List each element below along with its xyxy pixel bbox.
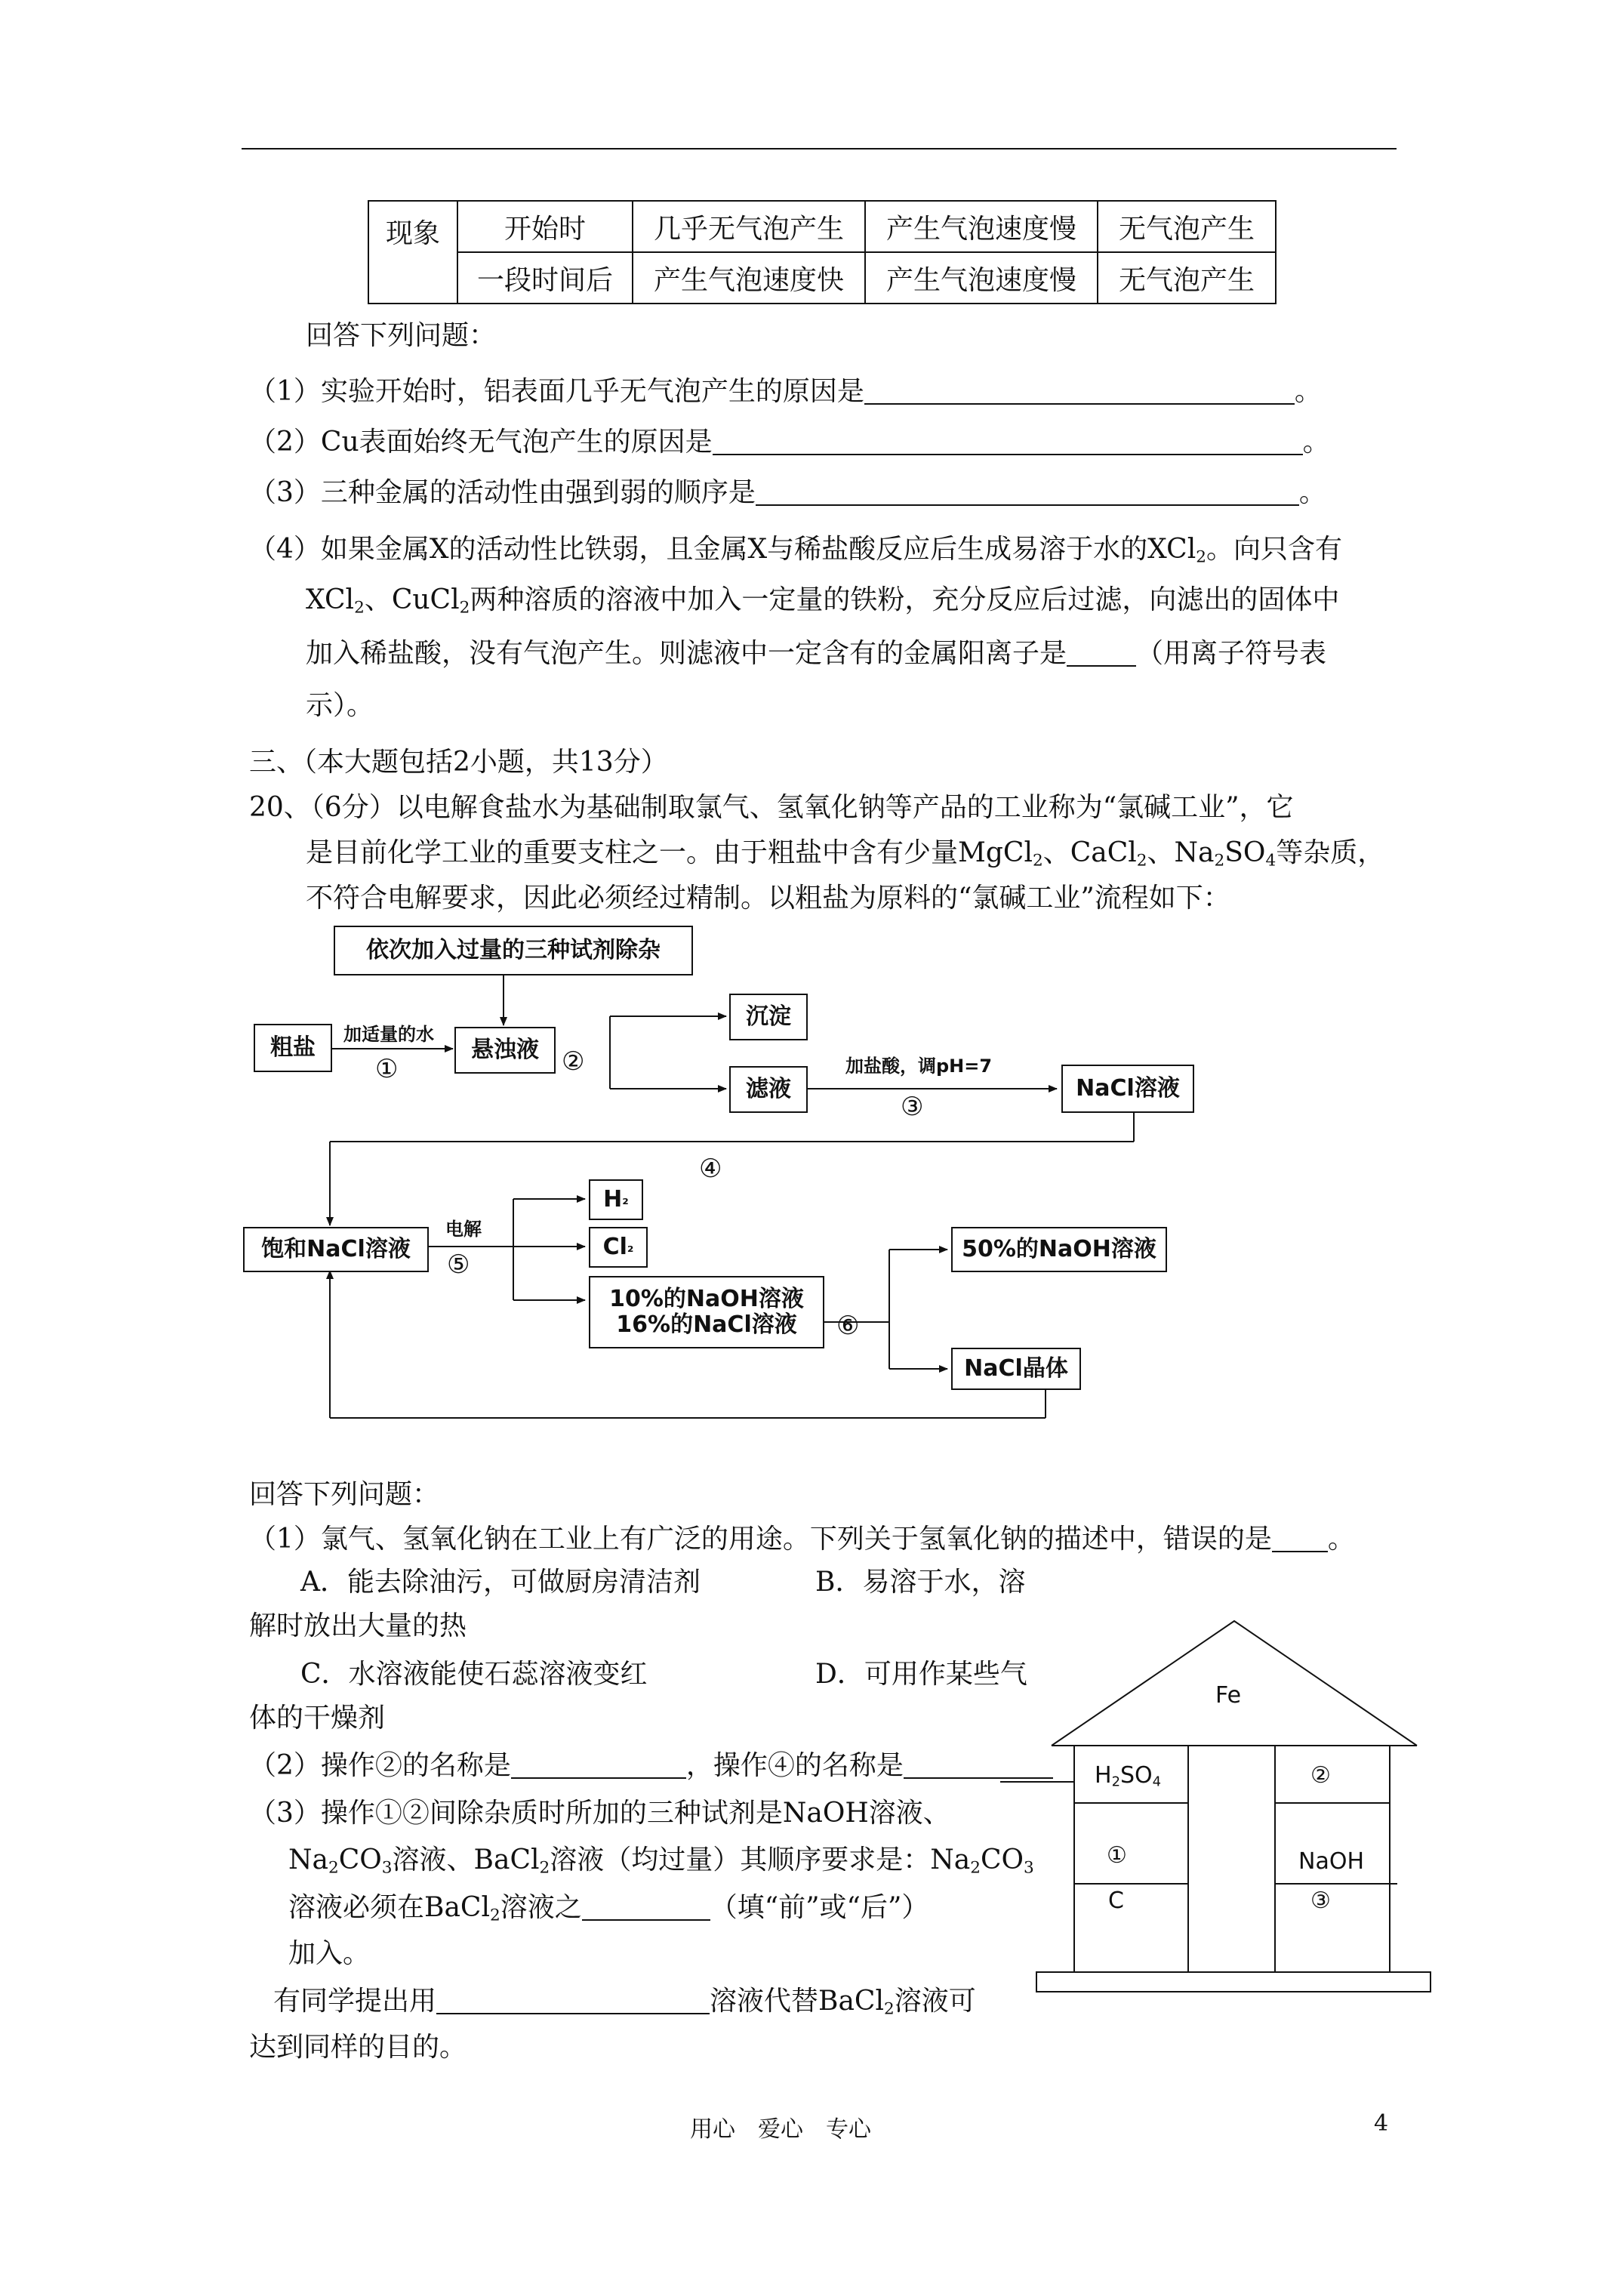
section-heading: 三、（本大题包括2小题，共13分）: [249, 747, 668, 778]
house-naoh: NaOH: [1298, 1848, 1364, 1875]
q20-stem-line3: 不符合电解要求，因此必须经过精制。以粗盐为原料的“氯碱工业”流程如下：: [306, 883, 1230, 914]
q19-4-line1: （4）如果金属X的活动性比铁弱，且金属X与稀盐酸反应后生成易溶于水的XCl$_2$。向只含有: [249, 534, 1342, 567]
table-cell: 一段时间后: [457, 252, 633, 304]
house-c: C: [1108, 1888, 1124, 1914]
flow-label-add-hcl: 加盐酸，调pH=7: [845, 1056, 993, 1077]
flow-label-add-water: 加适量的水: [343, 1024, 434, 1045]
house-slot-3: ③: [1310, 1888, 1331, 1914]
house-roof-fe: Fe: [1215, 1682, 1242, 1709]
option-b[interactable]: B．易溶于水，溶: [815, 1567, 1026, 1598]
table-cell: 产生气泡速度快: [633, 252, 865, 304]
q19-3: （3）三种金属的活动性由强到弱的顺序是 。: [249, 477, 1326, 508]
flow-box-filtrate: 滤液: [729, 1066, 808, 1113]
row-header: 现象: [368, 201, 457, 304]
flow-step-5: ⑤: [447, 1250, 470, 1280]
table-cell: 几乎无气泡产生: [633, 201, 865, 252]
table-cell: 产生气泡速度慢: [865, 201, 1098, 252]
flow-step-4: ④: [699, 1154, 722, 1184]
flow-box-cl2: Cl ₂: [589, 1227, 648, 1268]
flow-step-3: ③: [901, 1092, 924, 1122]
q19-intro: 回答下列问题：: [306, 320, 497, 351]
option-c[interactable]: C．水溶液能使石蕊溶液变红: [300, 1659, 648, 1690]
flow-box-saturated-nacl: 饱和NaCl溶液: [243, 1227, 429, 1272]
footer-motto: 用心 爱心 专心: [690, 2116, 871, 2143]
q20-stem-line1: 20、（6分）以电解食盐水为基础制取氯气、氢氧化钠等产品的工业称为“氯碱工业”，它: [249, 792, 1294, 823]
q20-stem-line2: 是目前化学工业的重要支柱之一。由于粗盐中含有少量MgCl$_2$、CaCl$_2$、$Na_2SO_4$等杂质，: [306, 837, 1385, 871]
q20-3-line1: （3）操作①②间除杂质时所加的三种试剂是NaOH溶液、: [249, 1798, 950, 1829]
q20-1: （1）氯气、氢氧化钠在工业上有广泛的用途。下列关于氢氧化钠的描述中，错误的是 。: [249, 1524, 1355, 1555]
house-slot-2: ②: [1310, 1762, 1331, 1789]
q20-intro: 回答下列问题：: [249, 1479, 440, 1510]
flow-box-h2: H ₂: [589, 1179, 643, 1220]
q19-4-line2: XCl$_2$、CuCl$_2$两种溶质的溶液中加入一定量的铁粉，充分反应后过滤，向滤出的固体中: [306, 584, 1340, 618]
flow-box-nacl-crystal: NaCl晶体: [951, 1348, 1081, 1390]
q19-1: （1）实验开始时，铝表面几乎无气泡产生的原因是 。: [249, 376, 1322, 407]
option-b-cont: 解时放出大量的热: [249, 1610, 467, 1641]
flow-step-1: ①: [375, 1054, 399, 1084]
table-cell: 无气泡产生: [1098, 252, 1276, 304]
q20-3-line4: 加入。: [288, 1938, 371, 1969]
flow-box-crude-salt: 粗盐: [254, 1024, 332, 1072]
table-cell: 无气泡产生: [1098, 201, 1276, 252]
option-d[interactable]: D．可用作某些气: [815, 1659, 1027, 1690]
flow-label-electrolysis: 电解: [445, 1219, 482, 1240]
q19-2: （2）Cu表面始终无气泡产生的原因是 。: [249, 427, 1330, 458]
page-number: 4: [1374, 2110, 1389, 2137]
q20-3-line6: 达到同样的目的。: [249, 2032, 467, 2063]
house-slot-1: ①: [1107, 1842, 1127, 1869]
flow-step-6: ⑥: [836, 1311, 860, 1341]
q20-3-line2: $Na_2CO_3$溶液、BaCl$_2$溶液（均过量）其顺序要求是：$Na_2CO_3$: [288, 1845, 1034, 1878]
option-d-cont: 体的干燥剂: [249, 1703, 386, 1734]
flow-box-reagents: 依次加入过量的三种试剂除杂: [334, 926, 693, 975]
flow-box-precipitate: 沉淀: [729, 994, 808, 1040]
flow-box-nacl-solution: NaCl溶液: [1061, 1065, 1194, 1113]
flow-box-mixed-solution: 10%的NaOH溶液 16%的NaCl溶液: [589, 1276, 824, 1348]
option-a[interactable]: A．能去除油污，可做厨房清洁剂: [300, 1567, 701, 1598]
q20-3-line3: 溶液必须在BaCl$_2$溶液之 （填“前”或“后”）: [288, 1892, 929, 1925]
q19-4-line4: 示）。: [306, 690, 374, 721]
q20-2: （2）操作②的名称是 ，操作④的名称是: [249, 1752, 1053, 1780]
table-cell: 产生气泡速度慢: [865, 252, 1098, 304]
q19-4-line3: 加入稀盐酸，没有气泡产生。则滤液中一定含有的金属阳离子是 （用离子符号表: [306, 638, 1327, 669]
q20-3-line5: 有同学提出用 溶液代替BaCl$_2$溶液可: [273, 1986, 976, 2019]
flow-box-naoh50: 50%的NaOH溶液: [951, 1227, 1167, 1272]
table-cell: 开始时: [457, 201, 633, 252]
flow-step-2: ②: [562, 1046, 585, 1077]
flow-box-suspension: 悬浊液: [454, 1027, 556, 1074]
house-h2so4: $H_2SO_4$: [1095, 1762, 1162, 1790]
